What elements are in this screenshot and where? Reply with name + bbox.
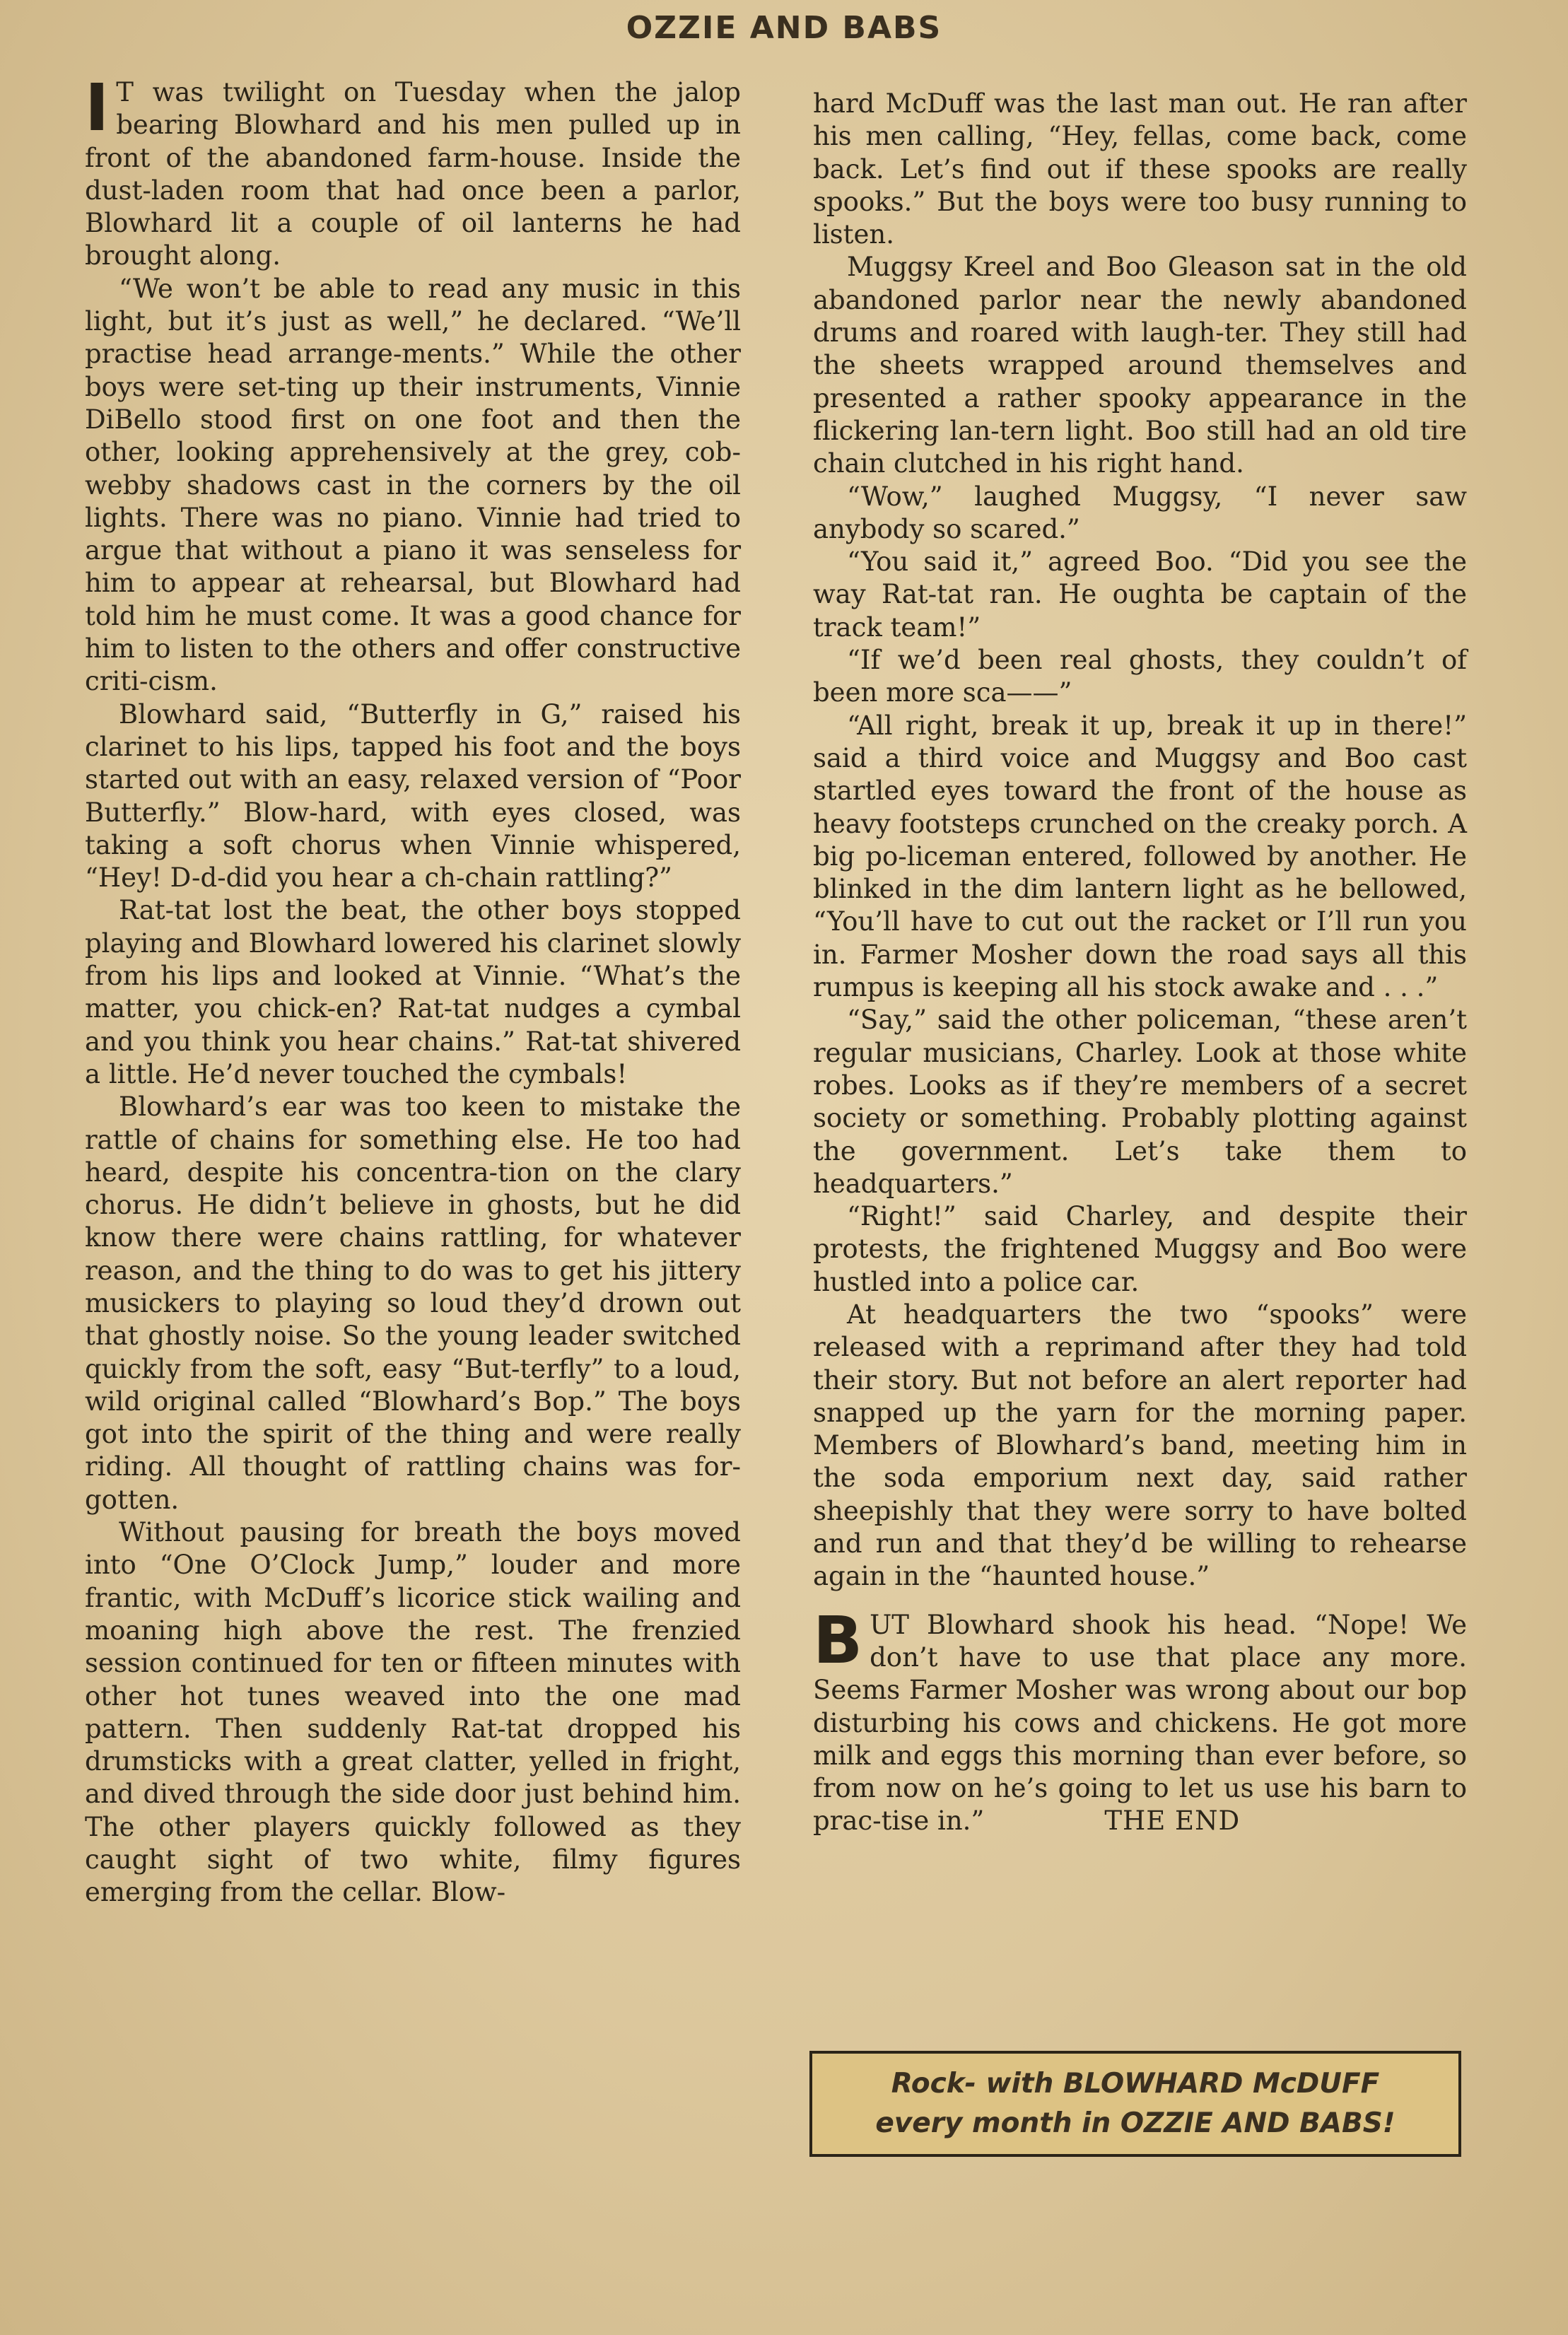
story-paragraph: Blowhard’s ear was too keen to mistake the rattle of chains for something else. He too had heard, despite his concentra-tion on the clary chorus. He didn’t believe in ghosts, but he did know there were chains rattling, for whatever reason, and the thing to do was to get his jittery musickers to playing so loud they’d drown out that ghostly noise. So the young leader switched quickly from the soft, easy “But-terfly” to a loud, wild original called “Blowhard’s Bop.” The boys got into the spirit of the thing and were really riding. All thought of rattling chains was for-gotten. — [85, 1092, 741, 1515]
the-end-mark: THE END — [1104, 1806, 1241, 1837]
promo-line-1: Rock- with BLOWHARD McDUFF — [891, 2068, 1380, 2100]
promo-box — [809, 2051, 1461, 2157]
story-paragraph: Rat-tat lost the beat, the other boys stopped playing and Blowhard lowered his clarinet slowly from his lips and looked at Vinnie. “What’s the matter, you chick-en? Rat-tat nudges a cymbal and you think you hear chains.” Rat-tat shivered a little. He’d never touched the cymbals! — [85, 895, 741, 1089]
story-paragraph: I T was twilight on Tuesday when the jalop bearing Blowhard and his men pulled up in front of the abandoned farm-house. Inside the dust-laden room that had once been a parlor, Blowhard lit a couple of oil lanterns he had brought along. — [85, 70, 741, 271]
story-paragraph: At headquarters the two “spooks” were released with a reprimand after they had told their story. But not before an alert reporter had snapped up the yarn for the morning paper. Members of Blowhard’s band, meeting him in the soda emporium next day, said rather sheepishly that they were sorry to have bolted and run and that they’d be willing to rehearse again in the “haunted house.” — [813, 1299, 1467, 1592]
story-paragraph: “Right!” said Charley, and despite their protests, the frightened Muggsy and Boo were hustled into a police car. — [813, 1201, 1467, 1297]
page-title: OZZIE AND BABS — [626, 10, 942, 46]
right-column — [813, 88, 1467, 1838]
story-paragraph: “All right, break it up, break it up in there!” said a third voice and Muggsy and Boo cast startled eyes toward the front of the house as heavy footsteps crunched on the creaky porch. A big po-liceman entered, followed by another. He blinked in the dim lantern light as he bellowed, “You’ll have to cut out the racket or I’ll run you in. Farmer Mosher down the road says all this rumpus is keeping all his stock awake and . . .” — [813, 710, 1467, 1003]
final-paragraph: BUT Blowhard shook his head. “Nope! We don’t have to use that place any more. Seems Farmer Mosher was wrong about our bop disturbing his cows and chickens. He got more milk and eggs this morning than ever before, so from now on he’s going to let us use his barn to prac-tise in.” THE END — [813, 1609, 1467, 1838]
story-paragraph: “If we’d been real ghosts, they couldn’t of been more sca——” — [813, 645, 1467, 708]
story-paragraph: Without pausing for breath the boys moved into “One O’Clock Jump,” louder and more frantic, with McDuff’s licorice stick wailing and moaning high above the rest. The frenzied session continued for ten or fifteen minutes with other hot tunes weaved into the one mad pattern. Then suddenly Rat-tat dropped his drumsticks with a great clatter, yelled in fright, and dived through the side door just behind him. The other players quickly followed as they caught sight of two white, filmy figures emerging from the cellar. Blow- — [85, 1517, 741, 1908]
story-paragraph: “Wow,” laughed Muggsy, “I never saw anybody so scared.” — [813, 481, 1467, 544]
story-paragraph: “You said it,” agreed Boo. “Did you see the way Rat-tat ran. He oughta be captain of the track team!” — [813, 546, 1467, 643]
drop-cap: B — [813, 1602, 863, 1678]
drop-cap: I — [85, 70, 110, 146]
story-paragraph: hard McDuff was the last man out. He ran after his men calling, “Hey, fellas, come back, come back. Let’s find out if these spooks are really spooks.” But the boys were too busy running to listen. — [813, 88, 1467, 250]
promo-line-2: every month in OZZIE AND BABS! — [875, 2107, 1396, 2139]
story-paragraph: “We won’t be able to read any music in this light, but it’s just as well,” he declared. “We’ll practise head arrange-ments.” While the other boys were set-ting up their instruments, Vinnie DiBello stood first on one foot and then the other, looking apprehensively at the grey, cob-webby shadows cast in the corners by the oil lights. There was no piano. Vinnie had tried to argue that without a piano it was senseless for him to appear at rehearsal, but Blowhard had told him he must come. It was a good chance for him to listen to the others and offer constructive criti-cism. — [85, 273, 741, 697]
story-paragraph: “Say,” said the other policeman, “these aren’t regular musicians, Charley. Look at those white robes. Looks as if they’re members of a secret society or something. Probably plotting against the government. Let’s take them to headquarters.” — [813, 1005, 1467, 1199]
story-paragraph: Muggsy Kreel and Boo Gleason sat in the old abandoned parlor near the newly abandoned drums and roared with laugh-ter. They still had the sheets wrapped around themselves and presented a rather spooky appearance in the flickering lan-tern light. Boo still had an old tire chain clutched in his right hand. — [813, 252, 1467, 479]
story-paragraph: Blowhard said, “Butterfly in G,” raised his clarinet to his lips, tapped his foot and the boys started out with an easy, relaxed version of “Poor Butterfly.” Blow-hard, with eyes closed, was taking a soft chorus when Vinnie whispered, “Hey! D-d-did you hear a ch-chain rattling?” — [85, 698, 741, 894]
left-column — [85, 70, 741, 1909]
